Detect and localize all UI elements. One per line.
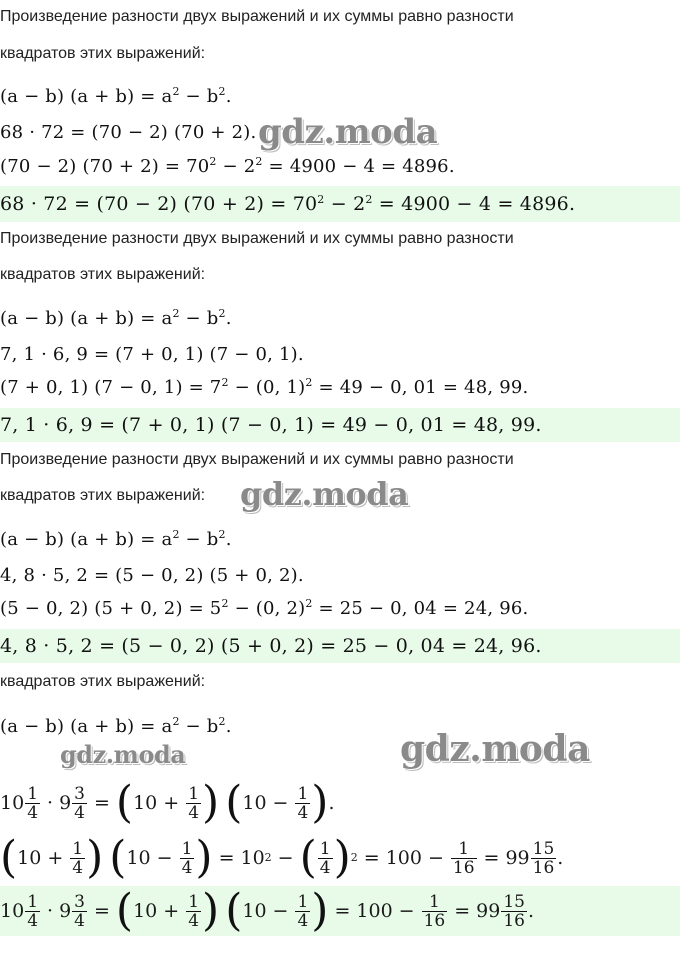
watermark: gdz.moda — [240, 475, 409, 513]
formula: (a − b) $(a + b) = a^2 - b^2$. — [0, 307, 232, 329]
ex2-line-2: (7 + 0, 1) (7 − 0, $1) = 7^2 - (0$, 1)$^2$ = 49 − 0, 01 = 48, 99. — [0, 376, 529, 398]
ex1-answer-highlight — [0, 186, 680, 222]
ex1-line-1: 68 · 72 = (70 − 2) (70 + 2). — [0, 122, 257, 143]
formula: (a − b) $(a + b) = a^2 - b^2$. — [0, 715, 232, 737]
rule-text-line-2: квадратов этих выражений: — [0, 45, 206, 62]
ex1-answer: 68 · 72 = (70 − 2) $(70 + 2) = 70^2 - 2^2 = 4900 - 4 = 4896$. — [0, 193, 576, 215]
ex4-line-1: 10 $\frac{1}{4}$ · 9 $\frac{3}{4}$ = ( 10 + $\frac{1}{4}$ ) ( 10 − $\frac{1}{4}$ ) . — [0, 777, 335, 828]
ex3-line-1: 4, 8 · 5, 2 = (5 − 0, 2) (5 + 0, 2). — [0, 565, 304, 586]
rule-text-line-2: квадратов этих выражений: — [0, 487, 206, 504]
ex2-line-1: 7, 1 · 6, 9 = (7 + 0, 1) (7 − 0, 1). — [0, 344, 304, 365]
rule-text-line-2: квадратов этих выражений: — [0, 673, 206, 690]
ex4-line-2: ( 10 + $\frac{1}{4}$ ) ( 10 − $\frac{1}{4}$ ) = 10 2 − ( $\frac{1}{4}$ ) 2 = 100 − $\frac{1}{16}$ = 99 $\frac{15}{16}$ . — [0, 832, 564, 883]
ex1-line-2: (70 − 2) $(70 + 2) = 70^2 - 2^2 = 4900 - 4 = 4896$. — [0, 155, 455, 177]
ex3-line-2: (5 − 0, 2) (5 + 0, $2) = 5^2 - (0$, 2)$^2$ = 25 − 0, 04 = 24, 96. — [0, 597, 529, 619]
formula: (a − b) $(a + b) = a^2 - b^2$. — [0, 528, 232, 550]
rule-text-line-2: квадратов этих выражений: — [0, 266, 206, 283]
ex4-answer-highlight — [0, 886, 680, 936]
ex4-answer: 10 $\frac{1}{4}$ · 9 $\frac{3}{4}$ = ( 10 + $\frac{1}{4}$ ) ( 10 − $\frac{1}{4}$ ) = 100 − $\frac{1}{16}$ = 99 $\frac{15}{16}$ . — [0, 885, 535, 936]
watermark: gdz.moda — [258, 112, 438, 152]
rule-text-line-1: Произведение разности двух выражений и их суммы равно разности — [0, 8, 514, 25]
ex3-answer-highlight — [0, 629, 680, 663]
formula: (a − b) $(a + b) = a^2 - b^2$. — [0, 85, 232, 107]
ex3-answer: 4, 8 · 5, 2 = (5 − 0, 2) (5 + 0, 2) = 25 − 0, 04 = 24, 96. — [0, 635, 542, 657]
ex2-answer: 7, 1 · 6, 9 = (7 + 0, 1) (7 − 0, 1) = 49 − 0, 01 = 48, 99. — [0, 414, 542, 436]
watermark: gdz.moda — [60, 740, 186, 769]
rule-text-line-1: Произведение разности двух выражений и их суммы равно разности — [0, 451, 514, 468]
watermark: gdz.moda — [400, 728, 590, 770]
rule-text-line-1: Произведение разности двух выражений и их суммы равно разности — [0, 230, 514, 247]
ex2-answer-highlight — [0, 408, 680, 442]
